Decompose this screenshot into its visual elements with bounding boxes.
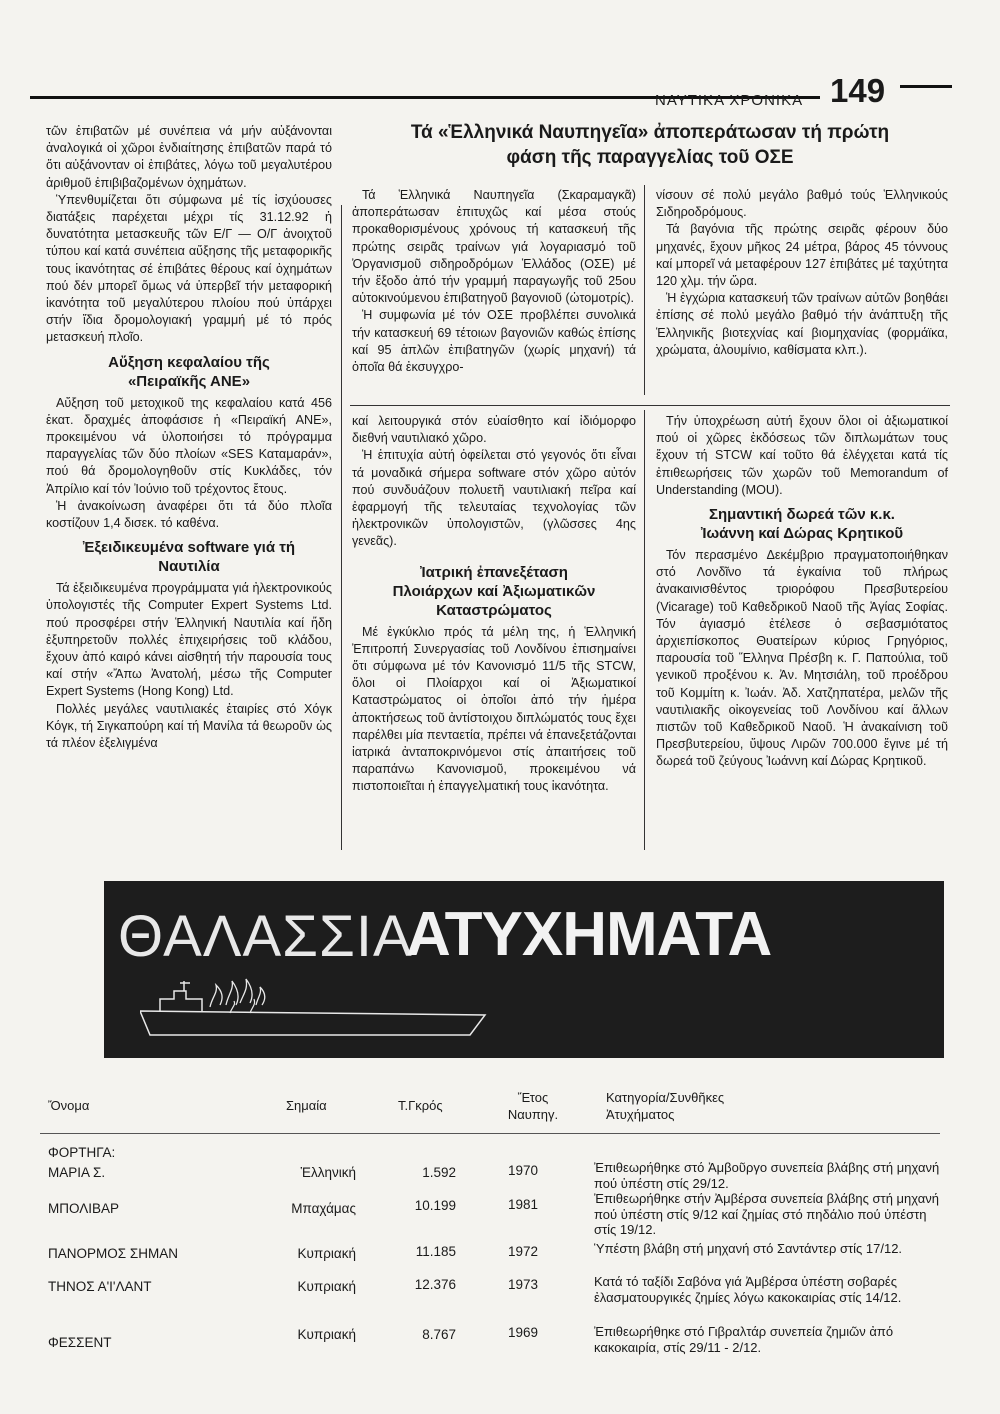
row-year: 1981 xyxy=(508,1197,539,1212)
col2-heading-medical: Ἰατρική ἐπανεξέταση Πλοιάρχων καί Ἀξιωματικῶν Καταστρώματος xyxy=(392,563,596,619)
main-article-b-p1: νίσουν σέ πολύ μεγάλο βαθμό τούς Ἑλληνικούς Σιδηροδρόμους. xyxy=(656,188,948,220)
table-header-name: Ὄνομα xyxy=(48,1098,90,1113)
magazine-name: ΝΑΥΤΙΚΑ ΧΡΟΝΙΚΑ xyxy=(655,92,804,109)
main-article-b-p3: Ἡ ἐγχώρια κατασκευή τῶν τραίνων αὐτῶν βοηθάει ἐπίσης σέ πολύ μεγάλο βαθμό τήν ἀνάπτυξη τῆς Ἑλληνικῆς βιοτεχνίας καί βιομηχανίας (φορμάϊκα, χρώματα, ἀλουμίνιο, καθίσματα κλπ.). xyxy=(656,291,948,357)
col3-p1: Τήν ὑποχρέωση αὐτή ἔχουν ὅλοι οἱ ἀξιωματικοί πού οἱ χῶρες ἐκδόσεως τῶν διπλωμάτων τους ἔχουν τή STCW καί τοῦτο θά ἐλέγχεται κατά τίς ἐπιθεωρήσεις τῶν χωρῶν τοῦ Memorandum of Understanding (MOU). xyxy=(656,414,948,497)
col2-p3: Μέ ἐγκύκλιο πρός τά μέλη της, ἡ Ἑλληνική Ἐπιτροπή Συνεργασίας τοῦ Λονδίνου ἐπισημαίνει ὅτι σύμφωνα μέ τόν Κανονισμό 11/5 τῆς STCW, ὅλοι οἱ Πλοίαρχοι καί οἱ Ἀξιωματικοί Καταστρώματος οἱ ὁποῖοι ἀπό τήν ἡμέρα ἀποκτήσεως τοῦ ἀντίστοιχου διπλώματός τους ἔχει παρέλθει μία πενταετία, πρέπει νά ἐπανεξετάζονται ἰατρικά ἀνταποκρινόμενοι στίς ἀπαιτήσεις τοῦ παραπάνω Κανονισμοῦ, προκειμένου νά πιστοποιεῖται ἡ ἐπαγγελματική τους ἱκανότητα. xyxy=(352,624,636,794)
col1-intro-p1: τῶν ἐπιβατῶν μέ συνέπεια νά μήν αὐξάνονται ἀναλογικά οἱ χῶροι ἐνδιαίτησης ἐπιβατῶν παρά τό ὅτι αὐξάνονταν οἱ ἐπιβάτες, λόγω τοῦ μεγαλυτέρου ἀριθμοῦ ἐπιβιβαζομένων ὀχημάτων. xyxy=(46,124,332,190)
col3-p2: Τόν περασμένο Δεκέμβριο πραγματοποιήθηκαν στό Λονδῖνο τά ἐγκαίνια τοῦ πλήρως ἀνακαινισθέντος τριορόφου Πρεσβυτερείου (Vicarage) τοῦ Καθεδρικοῦ Ναοῦ τῆς Ἁγίας Σοφίας. Τόν ἁγιασμό ἐτέλεσε ὁ σεβασμιότατος ἀρχιεπίσκοπος Θυατείρων κύριος Γρηγόριος, παρουσία τοῦ Ἕλληνα Πρέσβη κ. Γ. Παπούλια, τοῦ γενικοῦ προξένου κ. Ἀν. Μητσιάλη, τοῦ προέδρου τοῦ Κομμίτη κ. Ἰωάν. Ἀδ. Χατζηπατέρα, μελῶν τῆς ναυτιλιακῆς οἰκογενείας τοῦ Λονδίνου καί ἄλλων πιστῶν τοῦ Καθεδρικοῦ Ναοῦ. Ἡ ἀνακαίνιση τοῦ Πρεσβυτερείου, ὕψους Λιρῶν 700.000 ἔγινε μέ τή δωρεά τοῦ ζεύγους Ἰωάννη καί Δώρας Κρητικοῦ. xyxy=(656,548,948,769)
main-article-col-a xyxy=(352,187,636,376)
column-1 xyxy=(46,123,332,752)
row-description: Κατά τό ταξίδι Σαβόνα γιά Ἀμβέρσα ὑπέστη σοβαρές ἐλασματουργικές ζημίες λόγω κακοκαιρίας στίς 14/12. xyxy=(594,1274,902,1305)
table-header-category: Κατηγορία/Συνθῆκες Ἀτυχήματος xyxy=(606,1090,725,1122)
row-name: ΦΕΣΣΕΝΤ xyxy=(48,1335,112,1350)
main-article-a-p1: Τά Ἑλληνικά Ναυπηγεῖα (Σκαραμαγκᾶ) ἀποπεράτωσαν ἐπιτυχῶς καί μέσα στούς προκαθορισμένους χρόνους τή κατασκευή τῆς πρώτης σειρᾶς τραίνων γιά λογαριασμό τοῦ Ὀργανισμοῦ σιδηροδρόμων Ἑλλάδος (ΟΣΕ) μέ τήν ἔξοδο ἀπό τήν γραμμή παραγωγῆς τοῦ 25ου αὐτοκινούμενου ἐπιβατηγοῦ βαγονιοῦ (ὠτομοτρίς). xyxy=(352,188,636,306)
col1-p6: Πολλές μεγάλες ναυτιλιακές ἑταιρίες στό Χόγκ Κόγκ, τή Σιγκαπούρη καί τή Μανίλα τά θεωροῦν ὡς τά πλέον ἐξελιγμένα xyxy=(46,701,332,751)
col2-p1: καί λειτουργικά στόν εὐαίσθητο καί ἰδιόμορφο διεθνή ναυτιλιακό χῶρο. xyxy=(352,414,636,446)
table-header-grt: Τ.Γκρός xyxy=(398,1098,443,1113)
row-year: 1970 xyxy=(508,1163,539,1178)
row-grt: 12.376 xyxy=(414,1277,456,1292)
row-grt: 11.185 xyxy=(415,1244,456,1259)
col1-p3: Αὔξηση τοῦ μετοχικοῦ της κεφαλαίου κατά 456 ἑκατ. δραχμές ἀποφάσισε ἡ «Πειραϊκή ΑΝΕ», προκειμένου νά ὑλοποιήσει τό πρόγραμμα παραγγελίας τῶν δύο πλοίων «SES Καταμαράν», πού θά δρομολογηθοῦν στίς Κυκλάδες, τόν Ἀπρίλιο καί τόν Ἰούνιο τοῦ τρέχοντος ἔτους. xyxy=(46,395,332,496)
main-article-col-b xyxy=(656,187,948,359)
banner-word-thin: ΘΑΛΑΣΣΙΑ xyxy=(118,904,413,969)
banner-word-bold: ΑΤΥΧΗΜΑΤΑ xyxy=(406,900,772,969)
col3-heading-donation: Σημαντική δωρεά τῶν κ.κ. Ἰωάννη καί Δώρας Κρητικοῦ xyxy=(700,506,904,543)
row-description: Ὑπέστη βλάβη στή μηχανή στό Σαντάντερ στίς 17/12. xyxy=(594,1241,903,1256)
row-year: 1972 xyxy=(508,1244,539,1259)
main-article-headline: Τά «Ἑλληνικά Ναυπηγεῖα» ἀποπεράτωσαν τή πρώτη φάση τῆς παραγγελίας τοῦ ΟΣΕ xyxy=(410,122,890,168)
row-grt: 10.199 xyxy=(414,1198,456,1213)
row-name: ΠΑΝΟΡΜΟΣ ΣΗΜΑΝ xyxy=(48,1246,178,1261)
row-year: 1969 xyxy=(508,1325,539,1340)
article-bottom-rule xyxy=(350,405,950,406)
table-header-flag: Σημαία xyxy=(286,1098,327,1113)
burning-ship-icon xyxy=(140,977,500,1047)
column-separator-2 xyxy=(644,410,645,850)
col1-p4: Ἡ ἀνακοίνωση ἀναφέρει ὅτι τά δύο πλοῖα κοστίζουν 1,4 δισεκ. τό καθένα. xyxy=(46,498,332,531)
row-flag: Κυπριακή xyxy=(297,1279,356,1294)
row-flag: Κυπριακή xyxy=(297,1246,356,1261)
col1-heading-piraiki: Αὔξηση κεφαλαίου τῆς «Πειραϊκῆς ΑΝΕ» xyxy=(108,353,270,390)
accidents-banner xyxy=(104,881,944,1058)
table-header-rule xyxy=(40,1133,940,1134)
column-separator-1 xyxy=(341,205,342,850)
table-section-cargo: ΦΟΡΤΗΓΑ: xyxy=(48,1145,116,1160)
table-header-year: Ἔτος Ναυπηγ. xyxy=(507,1090,559,1122)
row-name: ΜΠΟΛΙΒΑΡ xyxy=(48,1201,120,1216)
row-grt: 1.592 xyxy=(422,1165,456,1180)
row-flag: Κυπριακή xyxy=(297,1327,356,1342)
col2-p2: Ἡ ἐπιτυχία αὐτή ὀφείλεται στό γεγονός ὅτι εἶναι τά μοναδικά σήμερα software στόν χῶρο αὐτόν πού συνδυάζουν πολυετῆ ναυτιλιακή πεῖρα καί ἐφαρμογή τῆς τελευταίας τεχνολογίας τῶν ἠλεκτρονικῶν ὑπολογιστῶν, (γλῶσσες 4ης γενεᾶς). xyxy=(352,448,636,549)
row-name: ΤΗΝΟΣ Α'Ι'ΛΑΝΤ xyxy=(48,1279,152,1294)
row-grt: 8.767 xyxy=(422,1327,456,1342)
column-3-lower xyxy=(656,413,948,771)
article-separator xyxy=(644,185,645,395)
page-number: 149 xyxy=(830,72,886,109)
column-2-lower xyxy=(352,413,636,796)
main-article-b-p2: Τά βαγόνια τῆς πρώτης σειρᾶς φέρουν δύο μηχανές, ἔχουν μῆκος 24 μέτρα, βάρος 45 τόννους καί μπορεῖ νά μεταφέρουν 127 ἐπιβάτες μέ ταχύτητα 120 χλμ. τήν ὥρα. xyxy=(656,222,948,289)
main-article-a-p2: Ἡ συμφωνία μέ τόν ΟΣΕ προβλέπει συνολικά τήν κατασκευή 69 τέτοιων βαγονιῶν καθώς ἐπίσης καί 95 ἁπλῶν ἐπιβατηγῶν (χωρίς μηχανή) τά ὁποῖα θά ἐκσυγχρο- xyxy=(352,308,636,375)
row-description: Ἐπιθεωρήθηκε στό Ἀμβοῦργο συνεπεία βλάβης στή μηχανή πού ὑπέστη στίς 29/12. xyxy=(594,1160,940,1191)
row-description: Ἐπιθεωρήθηκε στό Γιβραλτάρ συνεπεία ζημιῶν ἀπό κακοκαιρία, στίς 29/11 - 2/12. xyxy=(594,1324,894,1355)
row-flag: Ἑλληνική xyxy=(300,1165,356,1180)
row-flag: Μπαχάμας xyxy=(291,1201,356,1216)
col1-intro-p2: Ὑπενθυμίζεται ὅτι σύμφωνα μέ τίς ἰσχύουσες διατάξεις παρέχεται μέχρι τίς 31.12.92 ἡ δυνατότητα μετασκευῆς τῶν Ε/Γ — Ο/Γ ἀνοιχτοῦ τύπου καί κατά συνέπεια αὔξησης τῆς μεταφορικῆς τους ἱκανότητας σέ ἐπιβάτες θέρους καί ὀχημάτων πού δέν μπορεῖ ὅμως νά ὑπερβεῖ τήν μεταφορική ἱκανότητα τοῦ μεγαλύτερου πλοίου πού ὑπάρχει στήν ἴδια δρομολογιακή γραμμή μέ τό πρός μετασκευή πλοῖο. xyxy=(46,192,332,345)
row-year: 1973 xyxy=(508,1277,539,1292)
row-name: ΜΑΡΙΑ Σ. xyxy=(48,1165,106,1180)
col1-heading-software: Ἐξειδικευμένα software γιά τή Ναυτιλία xyxy=(82,539,296,576)
row-description: Ἐπιθεωρήθηκε στήν Ἀμβέρσα συνεπεία βλάβης στή μηχανή πού ὑπέστη στίς 9/12 καί ζημίας στό πηδάλιο πού ὑπέστη στίς 19/12. xyxy=(594,1191,939,1237)
header-rule-right xyxy=(900,85,952,88)
col1-p5: Τά ἐξειδικευμένα προγράμματα γιά ἠλεκτρονικούς ὑπολογιστές τῆς Computer Expert Systems Ltd. πού προσφέρει στήν Ἑλληνική Ναυτιλία καί ἤδη ἐξυπηρετοῦν πολλές ἐπιχειρήσεις τοῦ κλάδου, ἔχουν ἀπό καιρό κάνει αἰσθητή τήν παρουσία τους καί στήν «Ἄπω Ἀνατολή, μέσω τῆς Computer Expert Systems (Hong Kong) Ltd. xyxy=(46,581,332,699)
